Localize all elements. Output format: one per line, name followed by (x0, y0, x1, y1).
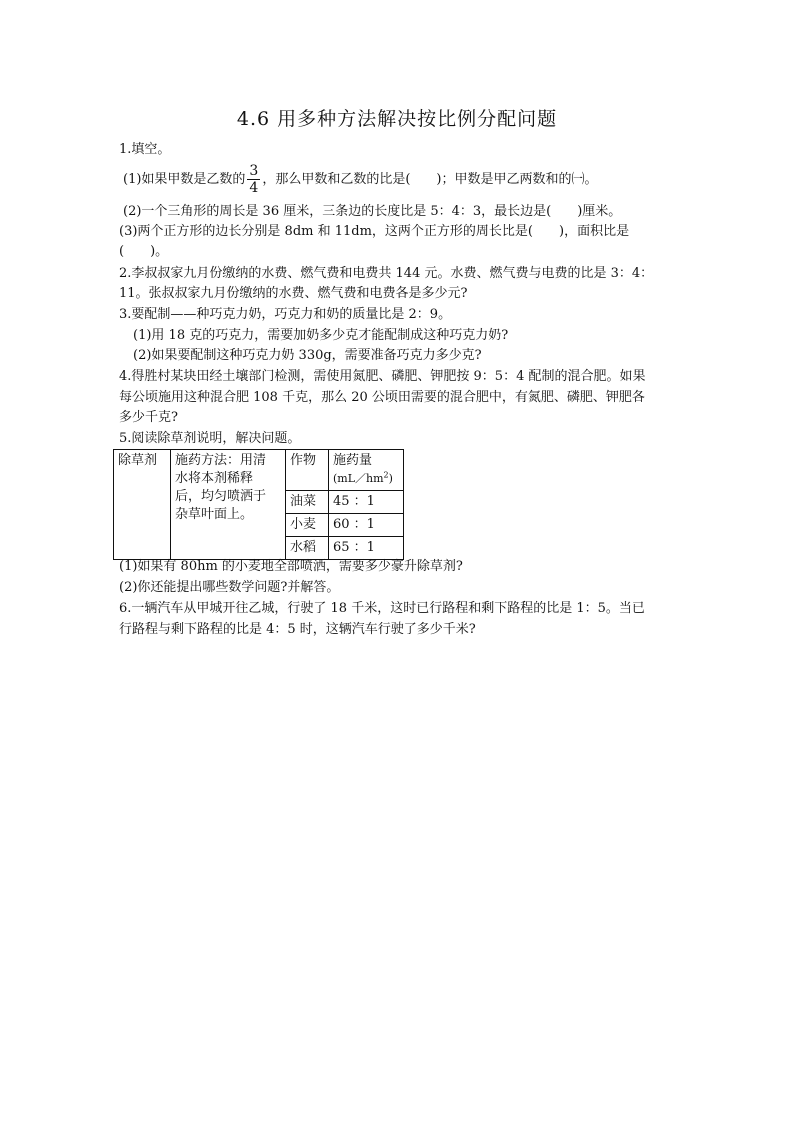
crop-cell: 水稻 (286, 537, 329, 560)
q1-part1-before: (1)如果甲数是乙数的 (123, 172, 246, 187)
q5-sub1: (1)如果有 80hm 的小麦地全部喷洒，需要多少豪升除草剂? (119, 559, 463, 574)
q4-line2: 每公顷施用这种混合肥 108 千克，那么 20 公顷田需要的混合肥中，有氮肥、磷肥、钾肥各 (119, 390, 645, 405)
q2-line1: 2.李叔叔家九月份缴纳的水费、燃气费和电费共 144 元。水费、燃气费与电费的比是 3：4： (119, 266, 654, 281)
q3-sub2: (2)如果要配制这种巧克力奶 330g，需要准备巧克力多少克? (133, 348, 482, 363)
method-line: 后，均匀喷洒于 (175, 489, 267, 504)
q1-part3-line1: (3)两个正方形的边长分别是 8dm 和 11dm，这两个正方形的周长比是( )，面积比是 (119, 224, 630, 239)
method-line: 杂草叶面上。 (175, 507, 254, 522)
q2-line2: 11。张叔叔家九月份缴纳的水费、燃气费和电费各是多少元? (119, 286, 468, 301)
crop-cell: 油菜 (286, 491, 329, 514)
fraction-three-quarters (247, 163, 260, 196)
q6-line1: 6.一辆汽车从甲城开往乙城，行驶了 18 千米，这时已行路程和剩下路程的比是 1：5。当已 (119, 601, 645, 616)
q1-part3-line2: ( )。 (119, 244, 169, 259)
q6-line2: 行路程与剩下路程的比是 4：5 时，这辆汽车行驶了多少千米? (119, 622, 476, 637)
q3-sub1: (1)用 18 克的巧克力，需要加奶多少克才能配制成这种巧克力奶? (133, 328, 509, 343)
q1-part1 (123, 162, 598, 198)
crop-cell: 小麦 (286, 514, 329, 537)
q5-sub2: (2)你还能提出哪些数学问题?并解答。 (119, 580, 340, 595)
dose-header-line2 (333, 470, 399, 488)
dose-unit-end: ) (388, 472, 393, 485)
method-line: 水将本剂稀释 (175, 471, 254, 486)
dose-unit: (mL／hm (333, 472, 384, 485)
q4-line1: 4.得胜村某块田经土壤部门检测，需使用氮肥、磷肥、钾肥按 9：5：4 配制的混合肥。如果 (119, 369, 646, 384)
dose-header-line1: 施药量 (333, 453, 373, 468)
fraction-denominator: 4 (249, 180, 259, 196)
dose-unit-sup: 2 (383, 470, 389, 480)
herbicide-label-cell: 除草剂 (114, 450, 171, 560)
herbicide-table (113, 449, 404, 560)
q1-part2: (2)一个三角形的周长是 36 厘米，三条边的长度比是 5：4：3，最长边是( )厘米。 (123, 204, 622, 219)
q1-part1-after: ，那么甲数和乙数的比是( )；甲数是甲乙两数和的㈠。 (262, 172, 598, 187)
q1-heading: 1.填空。 (119, 142, 171, 157)
method-line: 施药方法：用清 (175, 453, 267, 468)
dose-cell: 65 ：1 (329, 537, 404, 560)
dose-header (329, 450, 404, 491)
dose-cell: 45 ：1 (329, 491, 404, 514)
q3-line1: 3.要配制——种巧克力奶，巧克力和奶的质量比是 2：9。 (119, 307, 452, 322)
page-title: 4.6 用多种方法解决按比例分配问题 (236, 108, 558, 130)
fraction-numerator: 3 (249, 163, 259, 179)
dose-cell: 60 ：1 (329, 514, 404, 537)
q4-line3: 多少千克? (119, 410, 178, 425)
crop-header: 作物 (286, 450, 329, 491)
q5-heading: 5.阅读除草剂说明，解决问题。 (119, 431, 301, 446)
method-cell (171, 450, 286, 560)
